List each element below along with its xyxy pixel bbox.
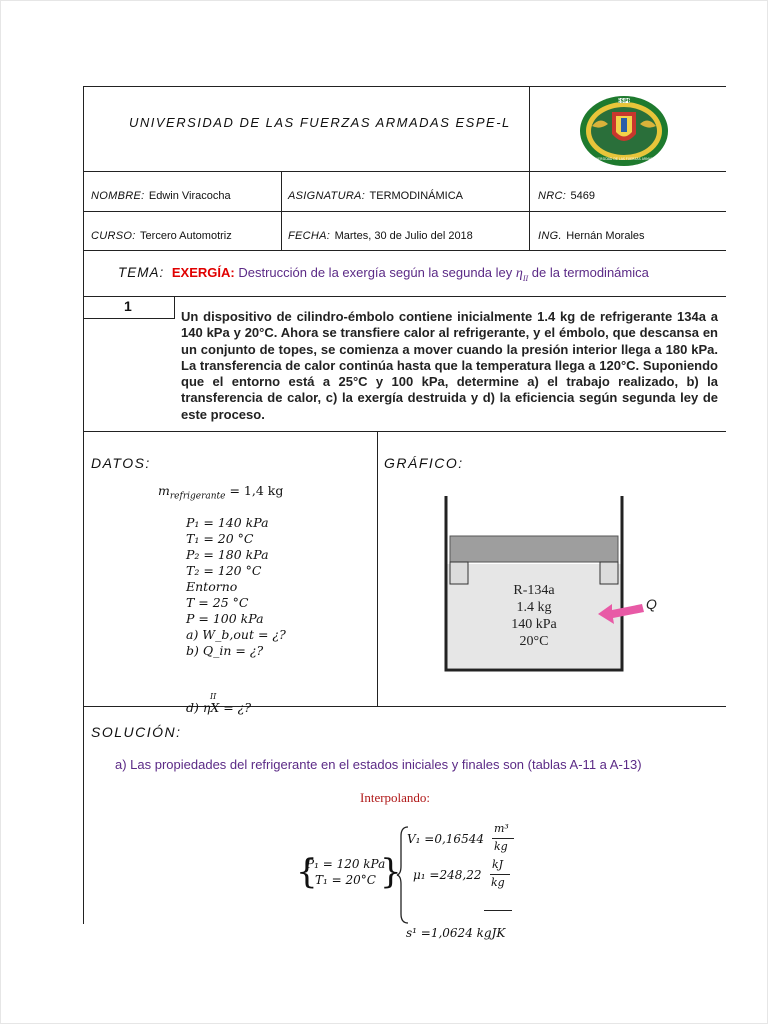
datos-line-5: Entorno — [186, 579, 238, 594]
logo-bottom-text: UNIVERSIDAD DE LAS FUERZAS ARMADAS — [590, 157, 658, 161]
ing-label: ING. — [538, 230, 562, 242]
v1-unit-num: m³ — [494, 822, 509, 835]
solucion-heading: SOLUCIÓN: — [91, 724, 182, 740]
col-univ-right — [529, 86, 530, 250]
tema-label: TEMA: — [118, 265, 165, 280]
datos-line-7: P = 100 kPa — [186, 611, 264, 626]
tema-row — [118, 265, 649, 283]
diagram-fluid: R-134a — [513, 583, 555, 598]
fecha-field — [288, 226, 473, 244]
s1-unit-bar — [484, 910, 512, 911]
mass-line — [158, 483, 283, 502]
datos-line-3: P₂ = 180 kPa — [186, 547, 269, 562]
fecha-label: FECHA: — [288, 230, 331, 242]
grafico-heading: GRÁFICO: — [384, 455, 464, 471]
v1-value: V₁ =0,16544 — [407, 832, 484, 846]
mass-symbol: m — [158, 483, 170, 498]
datos-line-1: P₁ = 140 kPa — [186, 515, 269, 530]
diagram-temperature: 20°C — [519, 634, 549, 649]
left-brace: { — [296, 852, 318, 892]
interpolando-label: Interpolando: — [360, 790, 431, 805]
asignatura-field — [288, 186, 463, 204]
col-num-right — [174, 296, 175, 319]
tema-eta-sub: II — [522, 273, 529, 283]
u1-unit-bar — [490, 874, 510, 875]
tema-eta: η — [515, 266, 523, 281]
tema-text-after: de la termodinámica — [531, 265, 649, 280]
cylinder-diagram — [440, 494, 670, 674]
nombre-label: NOMBRE: — [91, 190, 145, 202]
ing-field — [538, 226, 645, 244]
nrc-field — [538, 186, 595, 204]
tema-symbol — [516, 266, 528, 281]
col-nombre-right — [281, 171, 282, 250]
table-line-3 — [83, 211, 726, 212]
fecha-value: Martes, 30 de Julio del 2018 — [334, 230, 473, 242]
u1-unit-den: kg — [491, 876, 505, 889]
mass-sub: refrigerante — [169, 491, 226, 502]
col-datos-right — [377, 431, 378, 706]
datos-line-8: a) W_b,out = ¿? — [186, 627, 286, 642]
curso-label: CURSO: — [91, 230, 136, 242]
problem-number: 1 — [124, 298, 132, 314]
left-p1: P₁ = 120 kPa — [306, 857, 386, 871]
tema-text-before: Destrucción de la exergía según la segunda ley — [238, 265, 513, 280]
table-line-5 — [83, 296, 726, 297]
university-name: UNIVERSIDAD DE LAS FUERZAS ARMADAS ESPE-L — [129, 115, 511, 130]
logo-top-text: ESPE — [616, 98, 632, 105]
asignatura-value: TERMODINÁMICA — [369, 190, 464, 202]
table-line-2 — [83, 171, 726, 172]
university-logo — [578, 94, 670, 168]
datos-line-6: T = 25 °C — [186, 595, 249, 610]
table-line-7 — [83, 706, 726, 707]
v1-unit-den: kg — [494, 840, 508, 853]
curso-field — [91, 226, 232, 244]
diagram-heat-label: Q — [646, 596, 657, 612]
datos-line-2: T₁ = 20 °C — [186, 531, 254, 546]
table-line-num — [83, 318, 174, 319]
s1-value: s¹ =1,0624 kgJK — [406, 926, 506, 940]
step-a-text: a) Las propiedades del refrigerante en el estados iniciales y finales son (tablas A-11 a A-13) — [115, 757, 642, 772]
datos-line-d: d) ηX = ¿? — [186, 700, 252, 715]
datos-line-4: T₂ = 120 °C — [186, 563, 262, 578]
table-top-line — [83, 86, 726, 87]
right-brace-closing: } — [380, 852, 402, 892]
u1-unit-num: kJ — [492, 858, 504, 871]
mass-value: = 1,4 kg — [229, 483, 284, 498]
left-t1: T₁ = 20°C — [315, 873, 376, 887]
nrc-value: 5469 — [570, 190, 596, 202]
diagram-mass: 1.4 kg — [516, 600, 552, 615]
nombre-value: Edwin Viracocha — [148, 190, 231, 202]
diagram-pressure: 140 kPa — [511, 617, 557, 632]
u1-value: μ₁ =248,22 — [413, 868, 482, 882]
v1-unit-bar — [492, 838, 514, 839]
problem-statement: Un dispositivo de cilindro-émbolo contiene inicialmente 1.4 kg de refrigerante 134a a 140 kPa y 20°C. Ahora se transfiere calor al refrigerante, y el émbolo, que descansa en un conjunto de topes, se comienza a mover cuando la presión interior llega a 180 kPa. La transferencia de calor continúa hasta que la temperatura llega a 120°C. Suponiendo que el entorno está a 25°C y 100 kPa, determine a) el trabajo realizado, b) la transferencia de calor, c) la exergía destruida y d) la eficiencia según segunda ley de este proceso. — [181, 309, 718, 422]
curso-value: Tercero Automotriz — [140, 230, 232, 242]
nombre-field — [91, 186, 231, 204]
table-line-4 — [83, 250, 726, 251]
datos-heading: DATOS: — [91, 455, 151, 471]
asignatura-label: ASIGNATURA: — [288, 190, 366, 202]
ing-value: Hernán Morales — [566, 230, 645, 242]
nrc-label: NRC: — [538, 190, 567, 202]
datos-line-d-overlay: II — [210, 692, 217, 701]
table-left-line — [83, 86, 84, 924]
table-line-6 — [83, 431, 726, 432]
tema-keyword: EXERGÍA: — [171, 265, 235, 280]
datos-line-9: b) Q_in = ¿? — [186, 643, 264, 658]
